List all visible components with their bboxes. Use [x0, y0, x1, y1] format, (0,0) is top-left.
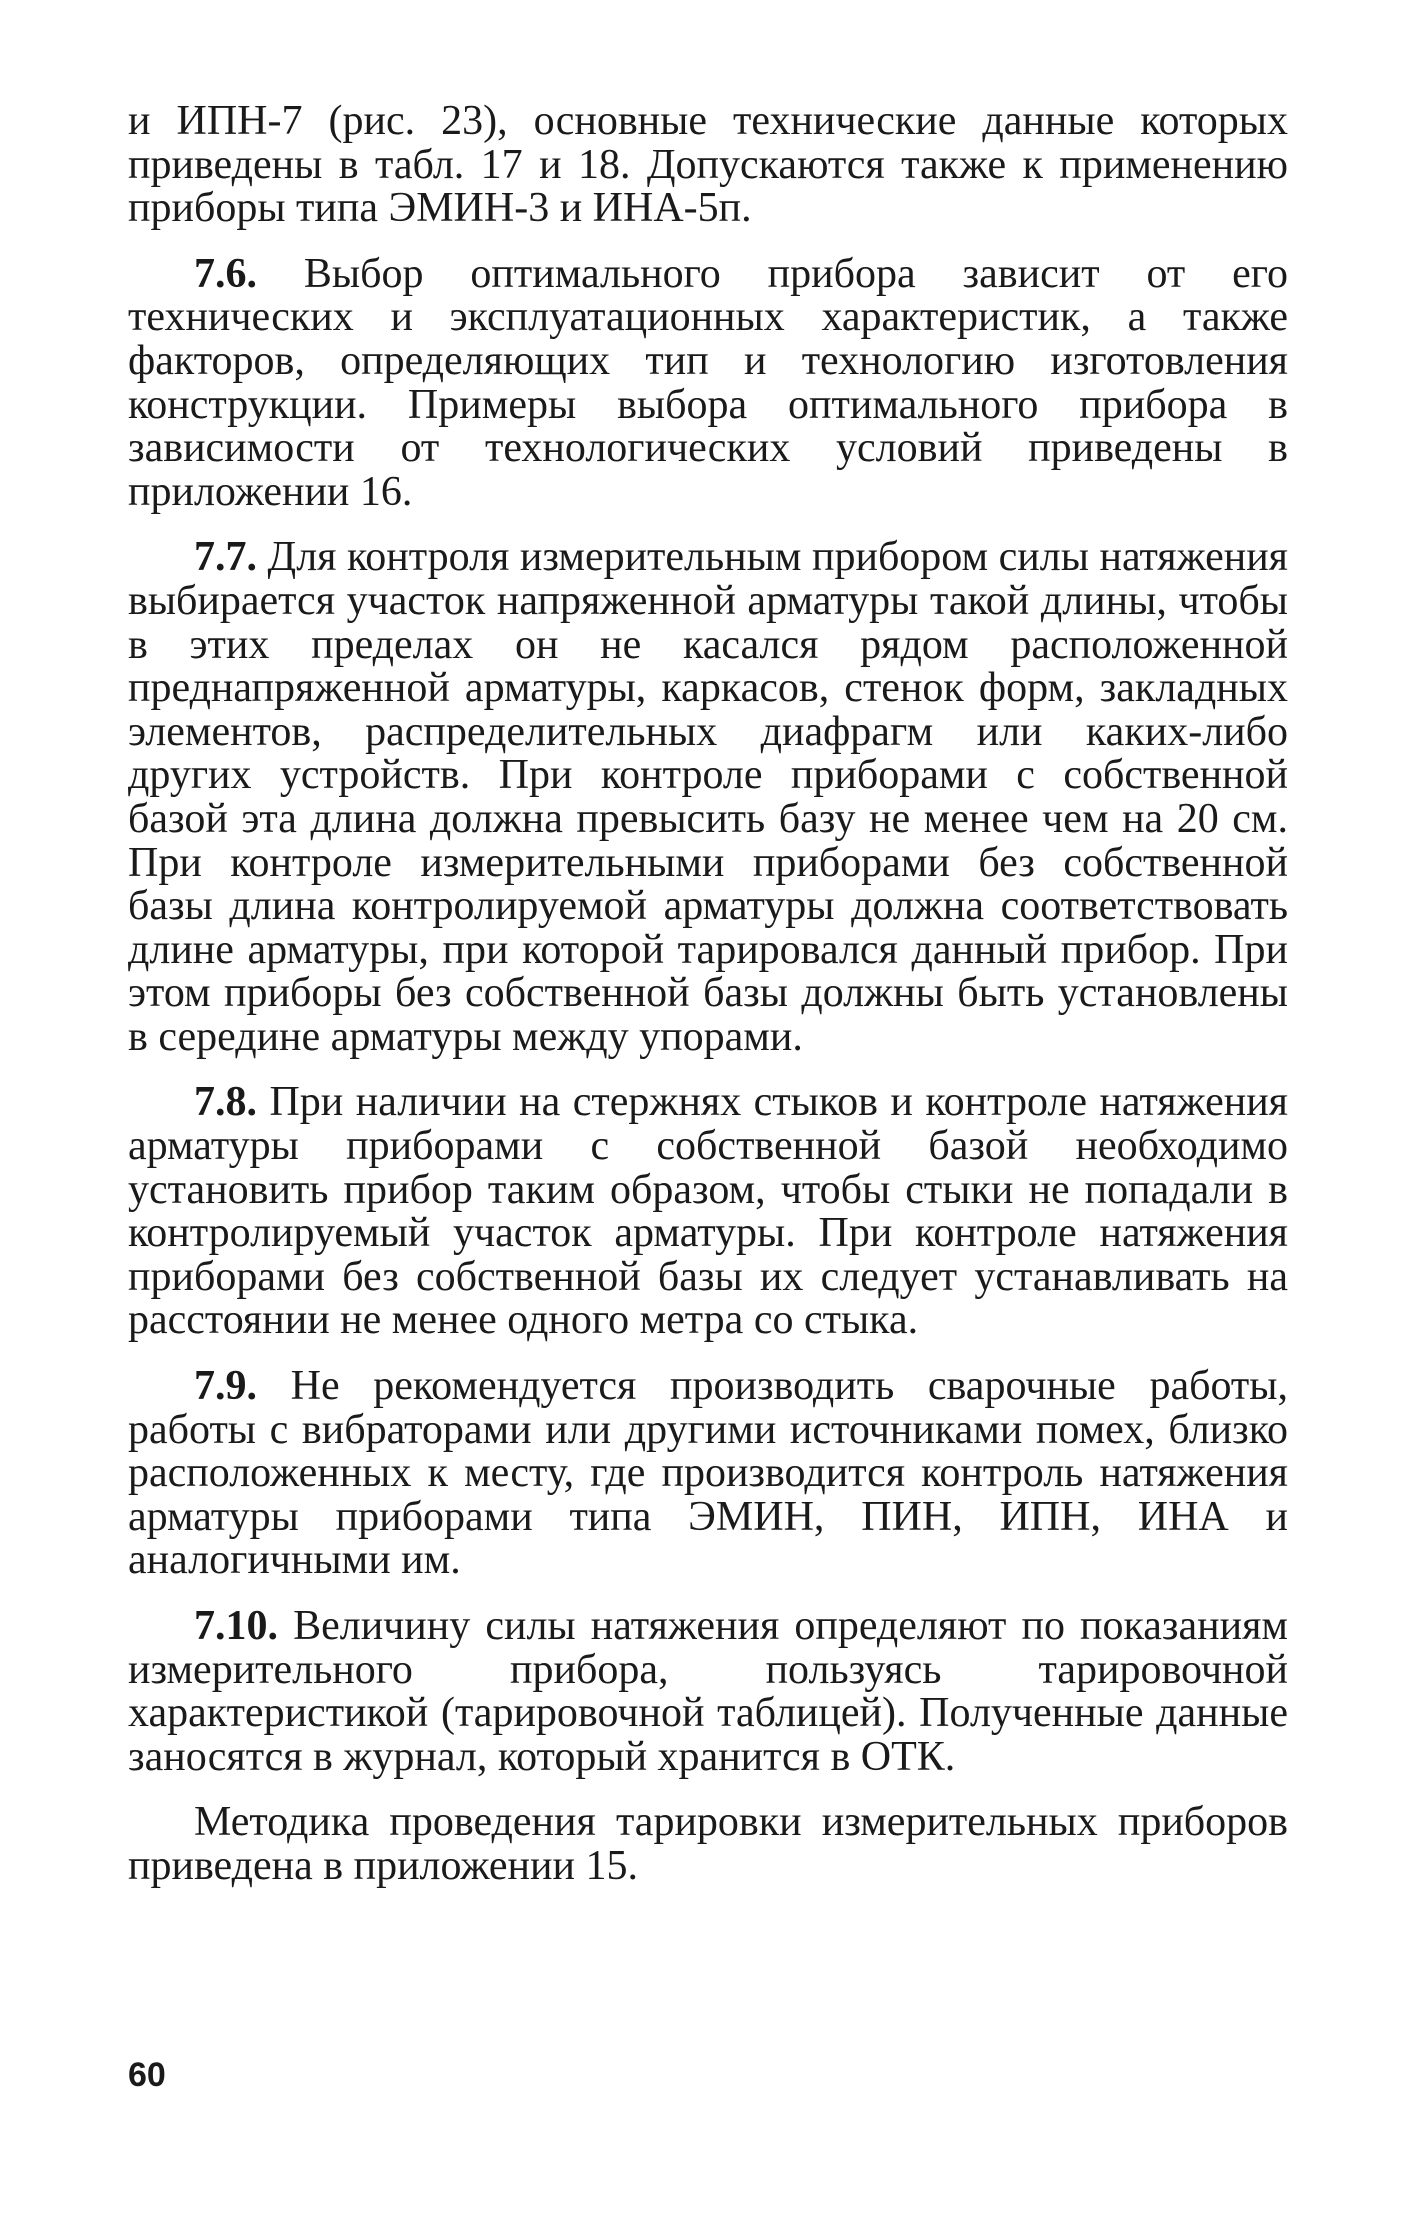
clause-number: 7.8.: [194, 1079, 257, 1126]
paragraph-text: Не рекомендуется производить сварочные работы, работы с вибраторами или другими источниками помех, близко расположенных к месту, где производится контроль натяжения арматуры приборами типа ЭМИН, ПИН, ИПН, ИНА и аналогичными им.: [128, 1363, 1288, 1584]
paragraph-7-10: [128, 1605, 1288, 1779]
paragraph-intro: [128, 100, 1288, 231]
paragraph-text: Величину силы натяжения определяют по показаниям измерительного прибора, пользуясь тарировочной характеристикой (тарировочной таблицей). Полученные данные заносятся в журнал, который хранится в ОТК.: [128, 1603, 1288, 1780]
paragraph-methodology: [128, 1801, 1288, 1888]
clause-number: 7.9.: [194, 1363, 257, 1410]
clause-number: 7.7.: [194, 534, 257, 581]
clause-number: 7.10.: [194, 1603, 278, 1649]
document-page: [128, 100, 1288, 1911]
paragraph-7-9: [128, 1365, 1288, 1583]
clause-number: 7.6.: [194, 250, 257, 297]
paragraph-text: Для контроля измерительным прибором силы натяжения выбирается участок напряженной арматуры такой длины, чтобы в этих пределах он не касался рядом расположенной преднапряженной арматуры, каркасов, стенок форм, закладных элементов, распределительных диафрагм или каких-либо других устройств. При контроле приборами с собственной базой эта длина должна превысить базу не менее чем на 20 см. При контроле измерительными приборами без собственной базы длина контролируемой арматуры должна соответствовать длине арматуры, при которой тарировался данный прибор. При этом приборы без собственной базы должны быть установлены в середине арматуры между упорами.: [128, 534, 1288, 1060]
paragraph-text: Выбор оптимального прибора зависит от его технических и эксплуатационных характеристик, а также факторов, определяющих тип и технологию изготовления конструкции. Примеры выбора оптимального прибора в зависимости от технологических условий приведены в приложении 16.: [128, 250, 1288, 515]
paragraph-7-7: [128, 536, 1288, 1059]
page-number: 60: [128, 2056, 166, 2094]
paragraph-7-8: [128, 1081, 1288, 1343]
paragraph-text: При наличии на стержнях стыков и контроле натяжения арматуры приборами с собственной базой необходимо установить прибор таким образом, чтобы стыки не попадали в контролируемый участок арматуры. При контроле натяжения приборами без собственной базы их следует устанавливать на расстоянии не менее одного метра со стыка.: [128, 1079, 1288, 1344]
paragraph-text: и ИПН-7 (рис. 23), основные технические данные которых приведены в табл. 17 и 18. Допускаются также к применению приборы типа ЭМИН-3 и ИНА-5п.: [128, 98, 1288, 232]
paragraph-7-6: [128, 250, 1288, 515]
paragraph-text: Методика проведения тарировки измерительных приборов приведена в приложении 15.: [128, 1799, 1288, 1889]
